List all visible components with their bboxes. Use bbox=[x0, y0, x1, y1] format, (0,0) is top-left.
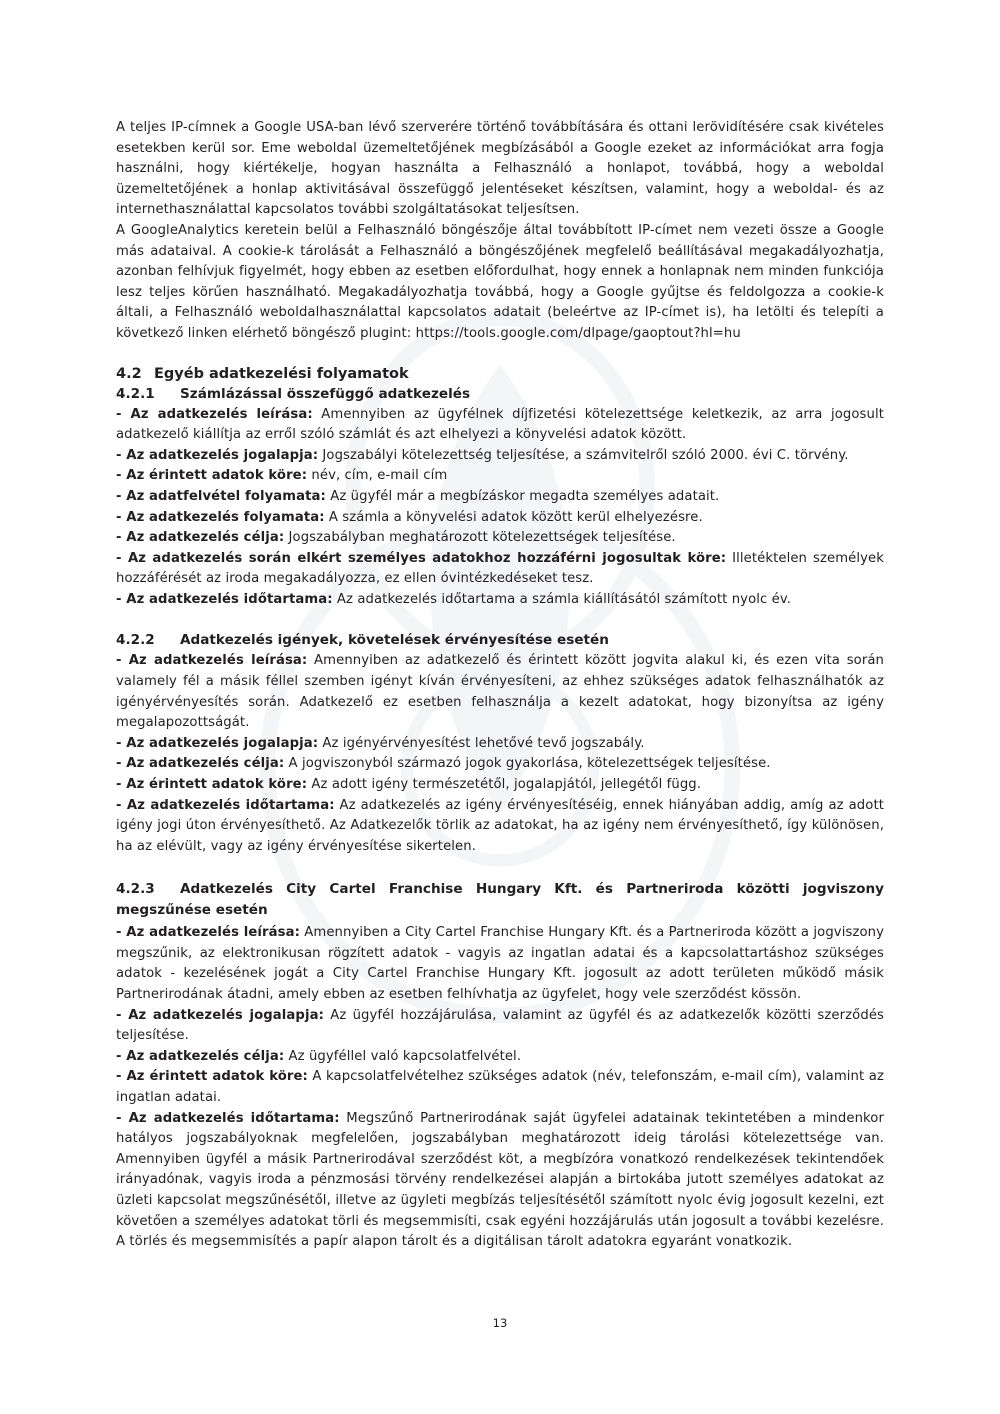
item-text: Az ügyfél már a megbízáskor megadta személyes adatait. bbox=[325, 488, 720, 504]
item-label: - Az adatkezelés jogalapja: bbox=[116, 447, 319, 463]
item-text: Jogszabályban meghatározott kötelezettségek teljesítése. bbox=[284, 530, 676, 546]
item-label: - Az adatkezelés időtartama: bbox=[116, 591, 333, 607]
item-label: - Az adatkezelés során elkért személyes adatokhoz hozzáférni jogosultak köre: bbox=[116, 550, 727, 566]
list-item bbox=[116, 651, 884, 733]
item-text: A számla a könyvelési adatok között kerül elhelyezésre. bbox=[324, 509, 703, 525]
item-label: - Az adatkezelés leírása: bbox=[116, 406, 313, 422]
list-item bbox=[116, 590, 884, 611]
list-item bbox=[116, 1067, 884, 1108]
list-item bbox=[116, 466, 884, 487]
list-item bbox=[116, 734, 884, 755]
item-label: - Az adatkezelés leírása: bbox=[116, 925, 300, 941]
list-item bbox=[116, 508, 884, 529]
list-item bbox=[116, 405, 884, 446]
subsection-heading-4-2-1 bbox=[116, 386, 884, 402]
item-text: Illetéktelen személyek hozzáférését az iroda megakadályozza, ez ellen óvintézkedéseket tesz. bbox=[116, 550, 884, 587]
item-text: név, cím, e-mail cím bbox=[307, 468, 448, 484]
item-text: Megszűnő Partnerirodának saját ügyfelei adatainak tekintetében a mindenkor hatályos jogszabályoknak megfelelően, jogszabályban meghatározott ideig tárolási kötelezettsége van. Amennyiben ügyfél a másik Partnerirodával szerződést köt, a megbízóra vonatkozó rendelkezések tekintendőek irányadónak, vagyis iroda a pénzmosási törvény rendelkezései alapján a birtokába jutott személyes adatokat az üzleti kapcsolat megszűnésétől, illetve az ügyleti megbízás teljesítésétől számított nyolc évig jogosult kezelni, ezt követően a személyes adatokat törli és megsemmisíti, csak egyéni hozzájárulás után jogosult a további kezelésre. A törlés és megsemmisítés a papír alapon tárolt és a digitálisan tárolt adatokra egyaránt vonatkozik. bbox=[116, 1110, 884, 1250]
item-label: - Az adatkezelés folyamata: bbox=[116, 509, 325, 525]
list-item bbox=[116, 775, 884, 796]
item-label: - Az adatkezelés célja: bbox=[116, 756, 285, 772]
page-number: 13 bbox=[492, 1316, 508, 1330]
list-item bbox=[116, 1006, 884, 1047]
item-label: - Az érintett adatok köre: bbox=[116, 1069, 308, 1085]
item-label: - Az adatkezelés célja: bbox=[116, 1048, 285, 1064]
item-label: - Az érintett adatok köre: bbox=[116, 777, 308, 793]
item-label: - Az adatkezelés jogalapja: bbox=[116, 735, 319, 751]
spacer bbox=[116, 610, 884, 628]
item-label: - Az adatkezelés időtartama: bbox=[116, 1110, 340, 1126]
item-text: A jogviszonyból származó jogok gyakorlása, kötelezettségek teljesítése. bbox=[284, 756, 771, 772]
section-heading-4-2 bbox=[116, 366, 884, 382]
item-text: Az adatkezelés az igény érvényesítéséig, ennek hiányában addig, amíg az adott igény jogi úton érvényesíthető. Az Adatkezelők törlik az adatokat, ha az igény nem érvényesíthető, így különösen, ha az elévült, vagy az igény érvényesítése sikertelen. bbox=[116, 797, 884, 854]
list-item bbox=[116, 549, 884, 590]
item-label: - Az érintett adatok köre: bbox=[116, 468, 308, 484]
item-text: Az igényérvényesítést lehetővé tevő jogszabály. bbox=[318, 735, 645, 751]
item-label: - Az adatkezelés célja: bbox=[116, 530, 285, 546]
subsection-title-4-2-3: Adatkezelés City Cartel Franchise Hungary Kft. és Partneriroda közötti jogviszony megszűnése esetén bbox=[116, 881, 884, 918]
item-text: Az adott igény természetétől, jogalapjától, jellegétől függ. bbox=[307, 777, 702, 793]
item-text: Jogszabályi kötelezettség teljesítése, a számvitelről szóló 2000. évi C. törvény. bbox=[318, 447, 849, 463]
subsection-title-4-2-1: Számlázással összefüggő adatkezelés bbox=[180, 385, 471, 402]
item-text: Amennyiben a City Cartel Franchise Hungary Kft. és a Partneriroda között a jogviszony megszűnik, az elektronikusan rögzített adatok - vagyis az ingatlan adatai és a kapcsolattartáshoz szükséges adatok - kezelésének jogát a City Cartel Franchise Hungary Kft. jogosult az adott területen működő másik Partnerirodának átadni, amely ebben az esetben felhívhatja az ügyfelet, hogy vele szerződést kössön. bbox=[116, 925, 884, 1002]
intro-paragraph-1: A teljes IP-címnek a Google USA-ban lévő szerverére történő továbbítására és ottani lerövidítésére csak kivételes esetekben kerül sor. Eme weboldal üzemeltetőjének megbízásából a Google ezeket az információkat arra fogja használni, hogy kiértékelje, hogyan használta a Felhasználó a honlapot, továbbá, hogy a weboldal üzemeltetőjének a honlap aktivitásával összefüggő jelentéseket készítsen, valamint, hogy a weboldal- és az internethasználattal kapcsolatos további szolgáltatásokat teljesítsen. bbox=[116, 120, 884, 218]
list-item bbox=[116, 923, 884, 1005]
list-item bbox=[116, 1109, 884, 1253]
item-text: Amennyiben az adatkezelő és érintett között jogvita alakul ki, és ezen vita során valamely fél a másik féllel szemben igényt kíván érvényesíteni, az ehhez szükséges adatok felhasználhatók az igényérvényesítés során. Adatkezelő ez esetben felhasználja a kezelt adatokat, hogy bizonyítsa az igény megalapozottságát. bbox=[116, 653, 885, 731]
item-label: - Az adatkezelés időtartama: bbox=[116, 797, 335, 813]
subsection-number-4-2-2: 4.2.2 bbox=[116, 632, 155, 649]
subsection-heading-4-2-2 bbox=[116, 632, 884, 648]
subsection-number-4-2-1: 4.2.1 bbox=[116, 385, 155, 402]
list-item bbox=[116, 528, 884, 549]
list-item bbox=[116, 487, 884, 508]
section-number-4-2: 4.2 bbox=[116, 365, 142, 382]
subsection-title-4-2-2: Adatkezelés igények, követelések érvényesítése esetén bbox=[180, 632, 609, 649]
item-label: - Az adatkezelés jogalapja: bbox=[116, 1007, 324, 1023]
item-text: Az ügyféllel való kapcsolatfelvétel. bbox=[284, 1048, 522, 1064]
spacer bbox=[116, 857, 884, 875]
item-text: Az ügyfél hozzájárulása, valamint az ügyfél és az adatkezelők közötti szerződés teljesítése. bbox=[116, 1007, 884, 1044]
item-text: Amennyiben az ügyfélnek díjfizetési kötelezettsége keletkezik, az arra jogosult adatkezelő kiállítja az erről szóló számlát és azt elhelyezi a könyvelési adatok között. bbox=[116, 406, 884, 443]
item-label: - Az adatfelvétel folyamata: bbox=[116, 488, 326, 504]
list-item bbox=[116, 446, 884, 467]
list-item bbox=[116, 1047, 884, 1068]
subsection-number-4-2-3: 4.2.3 bbox=[116, 881, 155, 898]
item-text: Az adatkezelés időtartama a számla kiállításától számított nyolc év. bbox=[332, 591, 792, 607]
list-item bbox=[116, 796, 884, 858]
section-title-4-2: Egyéb adatkezelési folyamatok bbox=[154, 365, 409, 382]
subsection-heading-4-2-3 bbox=[116, 879, 884, 920]
item-label: - Az adatkezelés leírása: bbox=[116, 653, 308, 669]
list-item bbox=[116, 754, 884, 775]
intro-paragraph-2: A GoogleAnalytics keretein belül a Felhasználó böngészője által továbbított IP-címet nem vezeti össze a Google más adataival. A cookie-k tárolását a Felhasználó a böngészőjének megfelelő beállításával megakadályozhatja, azonban felhívjuk figyelmét, hogy ebben az esetben előfordulhat, hogy ennek a honlapnak nem minden funkciója lesz teljes körűen használható. Megakadályozhatja továbbá, hogy a Google gyűjtse és feldolgozza a cookie-k általi, a Felhasználó weboldalhasználattal kapcsolatos adatait (beleértve az IP-címet is), ha letölti és telepíti a következő linken elérhető böngésző plugint: https://tools.google.com/dlpage/gaoptout?hl=hu bbox=[116, 222, 884, 341]
item-text: A kapcsolatfelvételhez szükséges adatok (név, telefonszám, e-mail cím), valamint az ingatlan adatai. bbox=[116, 1069, 884, 1105]
